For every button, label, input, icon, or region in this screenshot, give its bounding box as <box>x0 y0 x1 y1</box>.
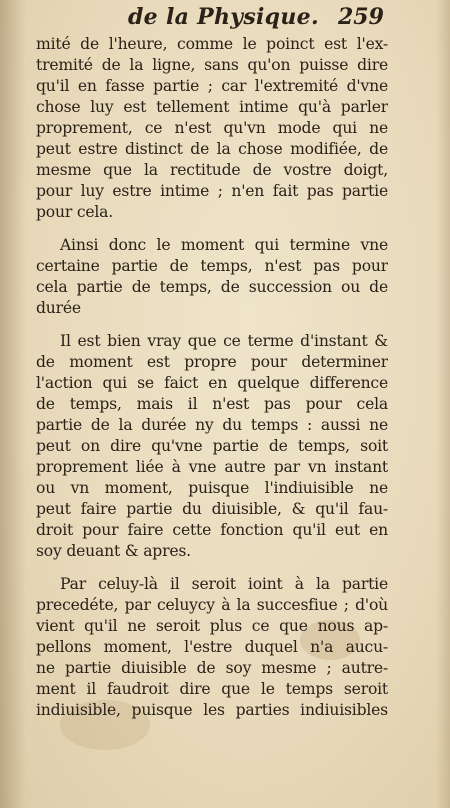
text-line: chose luy est tellement intime qu'à parler <box>36 98 388 116</box>
paragraph <box>36 331 388 562</box>
text-line: certaine partie de temps, n'est pas pour <box>36 257 388 275</box>
text-line: precedéte, par celuycy à la succesfiue ; d'où <box>36 596 388 614</box>
text-line: indiuisible, puisque les parties indiuisibles <box>36 701 388 719</box>
text-line: soy deuant & apres. <box>36 542 191 560</box>
text-line: ne partie diuisible de soy mesme ; autre- <box>36 659 388 677</box>
paragraph-gap <box>36 319 388 331</box>
text-line: Il est bien vray que ce terme d'instant & <box>60 332 388 350</box>
text-line: ou vn moment, puisque l'indiuisible ne <box>36 479 388 497</box>
text-line: proprement, ce n'est qu'vn mode qui ne <box>36 119 388 137</box>
text-line: peut faire partie du diuisible, & qu'il fau- <box>36 500 388 518</box>
running-head <box>0 4 450 34</box>
text-line: pellons moment, l'estre duquel n'a aucu- <box>36 638 388 656</box>
paragraph <box>36 34 388 223</box>
paragraph <box>36 574 388 721</box>
text-line: cela partie de temps, de succession ou de <box>36 278 388 296</box>
page-number: 259 <box>338 4 384 30</box>
text-line: durée <box>36 299 81 317</box>
text-line: de moment est propre pour determiner <box>36 353 388 371</box>
text-line: mesme que la rectitude de vostre doigt, <box>36 161 388 179</box>
text-line: l'action qui se faict en quelque difference <box>36 374 388 392</box>
text-line: proprement liée à vne autre par vn instant <box>36 458 388 476</box>
text-line: peut estre distinct de la chose modifiée, de <box>36 140 388 158</box>
text-line: pour luy estre intime ; n'en fait pas partie <box>36 182 388 200</box>
text-line: de temps, mais il n'est pas pour cela <box>36 395 388 413</box>
text-line: ment il faudroit dire que le temps seroit <box>36 680 388 698</box>
paragraph-gap <box>36 223 388 235</box>
text-line: mité de l'heure, comme le poinct est l'ex- <box>36 35 388 53</box>
text-line: partie de la durée ny du temps : aussi ne <box>36 416 388 434</box>
text-line: Ainsi donc le moment qui termine vne <box>60 236 388 254</box>
text-line: vient qu'il ne seroit plus ce que nous ap- <box>36 617 388 635</box>
text-line: peut on dire qu'vne partie de temps, soit <box>36 437 388 455</box>
running-head-title: de la Physique. <box>128 4 319 30</box>
paragraph-gap <box>36 562 388 574</box>
text-line: pour cela. <box>36 203 114 221</box>
text-line: qu'il en fasse partie ; car l'extremité d'vne <box>36 77 388 95</box>
text-line: droit pour faire cette fonction qu'il eut en <box>36 521 388 539</box>
paragraph <box>36 235 388 319</box>
body-text <box>36 34 388 721</box>
text-line: tremité de la ligne, sans qu'on puisse dire <box>36 56 388 74</box>
text-line: Par celuy-là il seroit ioint à la partie <box>60 575 388 593</box>
